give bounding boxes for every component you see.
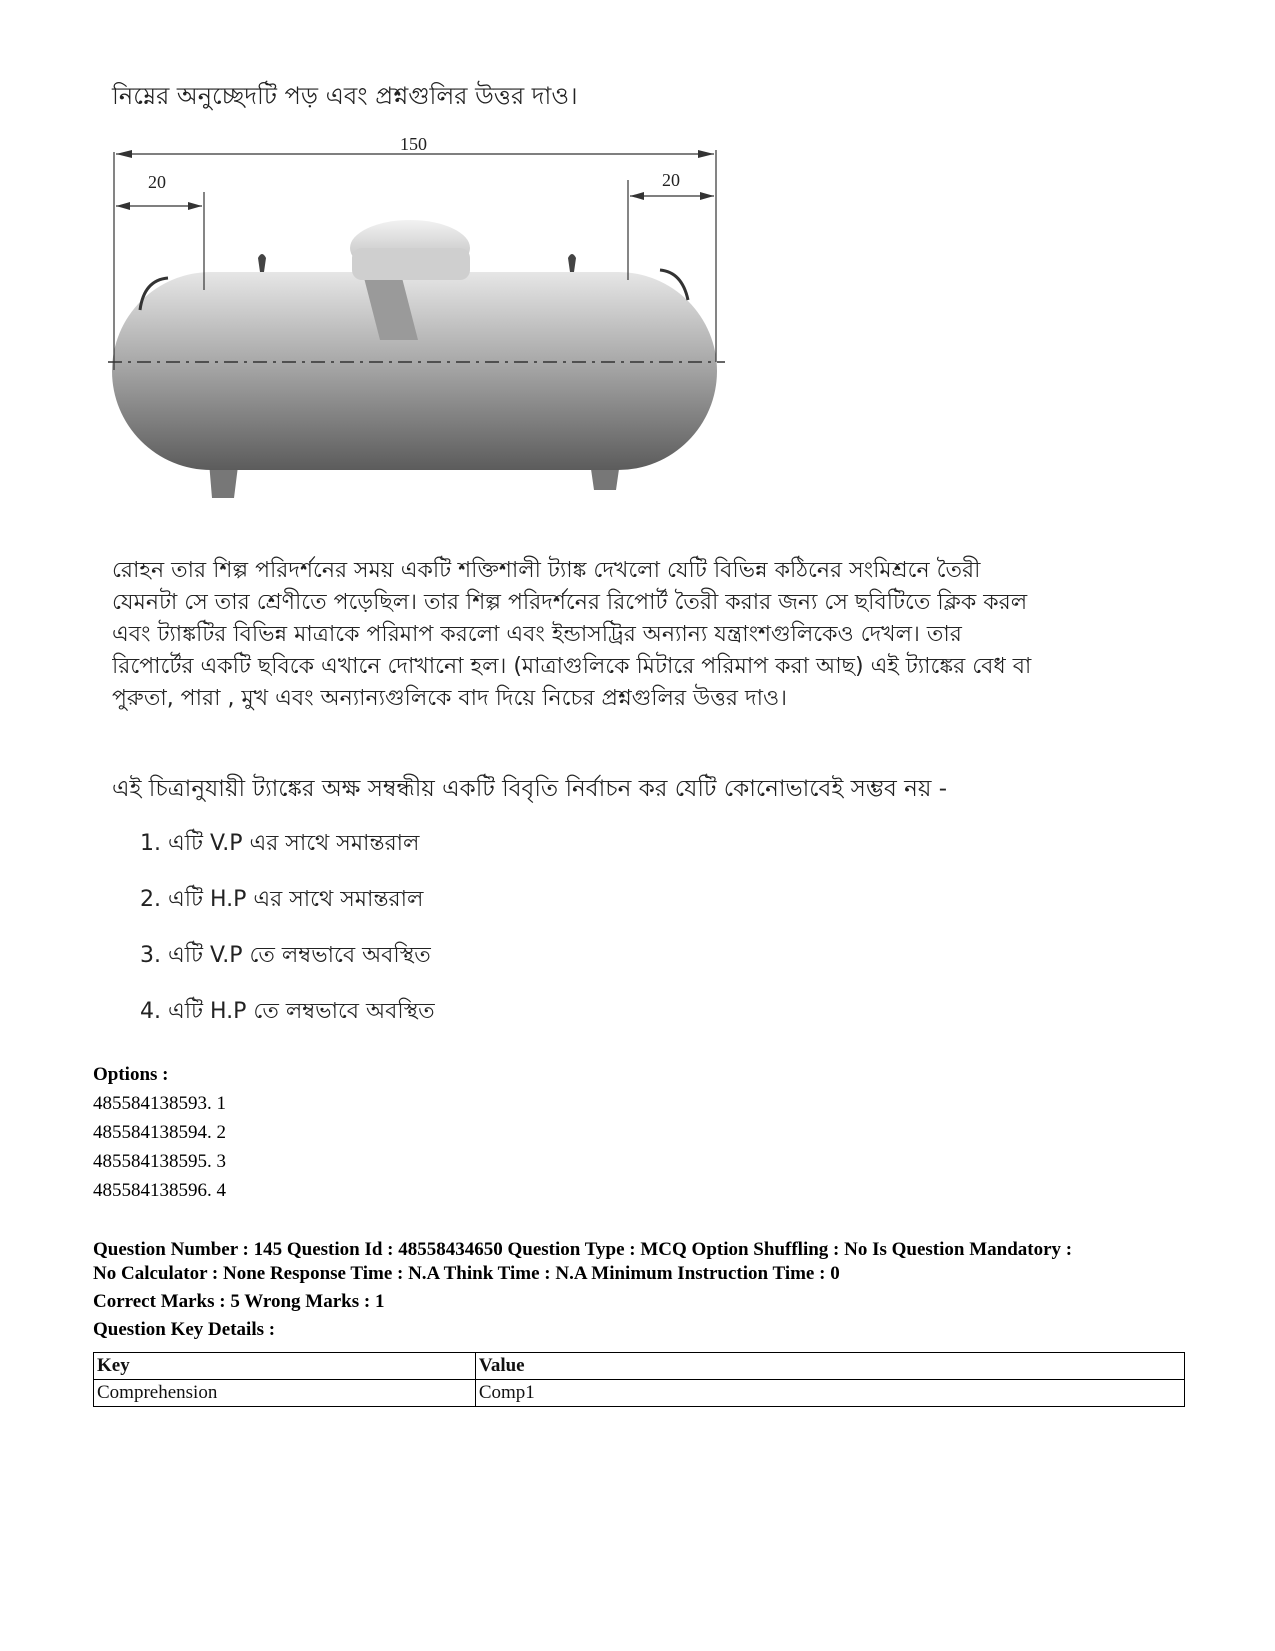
table-row [94, 1380, 1185, 1407]
arrow-overall-left [116, 150, 132, 158]
passage-line: যেমনটা সে তার শ্রেণীতে পড়েছিল। তার শিল্প পরিদর্শনের রিপোর্ট তৈরী করার জন্য সে ছবিটিতে ক্লিক করল [112, 590, 1028, 615]
arrow-overall-right [698, 150, 714, 158]
column-header-key: Key [94, 1353, 476, 1380]
options-header: Options : [93, 1064, 169, 1085]
instruction-text: নিম্নের অনুচ্ছেদটি পড় এবং প্রশ্নগুলির উত্তর দাও। [112, 82, 578, 110]
choice-2: 2. এটি H.P এর সাথে সমান্তরাল [140, 887, 424, 912]
passage [112, 555, 1172, 715]
choice-1: 1. এটি V.P এর সাথে সমান্তরাল [140, 831, 420, 856]
passage-line: রোহন তার শিল্প পরিদর্শনের সময় একটি শক্তিশালী ট্যাঙ্ক দেখলো যেটি বিভিন্ন কঠিনের সংমিশ্রনে তৈরী [112, 558, 981, 583]
key-details-table [93, 1352, 1185, 1407]
passage-line: এবং ট্যাঙ্কটির বিভিন্ন মাত্রাকে পরিমাপ করলো এবং ইন্ডাসট্রির অন্যান্য যন্ত্রাংশগুলিকেও দেখল। তার [112, 622, 962, 647]
meta-line-2: No Calculator : None Response Time : N.A Think Time : N.A Minimum Instruction Time : 0 [93, 1263, 840, 1284]
dimension-label-left: 20 [148, 172, 166, 192]
arrow-left-b [188, 202, 202, 210]
question-text: এই চিত্রানুযায়ী ট্যাঙ্কের অক্ষ সম্বন্ধীয় একটি বিবৃতি নির্বাচন কর যেটি কোনোভাবেই সম্ভব নয় - [112, 776, 948, 802]
lug-left [258, 254, 266, 272]
tank-dome-rim [352, 248, 470, 280]
cell-key: Comprehension [94, 1380, 476, 1407]
tank-figure [100, 130, 760, 530]
option-item: 485584138595. 3 [93, 1151, 226, 1172]
cell-value: Comp1 [475, 1380, 1184, 1407]
dimension-label-overall: 150 [400, 134, 427, 154]
question-meta [93, 1238, 1193, 1342]
marks-line: Correct Marks : 5 Wrong Marks : 1 [93, 1291, 385, 1312]
option-item: 485584138594. 2 [93, 1122, 226, 1143]
choice-3: 3. এটি V.P তে লম্বভাবে অবস্থিত [140, 943, 431, 968]
passage-line: রিপোর্টের একটি ছবিকে এখানে দোখানো হল। (মাত্রাগুলিকে মিটারে পরিমাপ করা আছ) এই ট্যাঙ্কের বেধ বা [112, 654, 1032, 679]
lug-right [568, 254, 576, 272]
option-item: 485584138593. 1 [93, 1093, 226, 1114]
option-item: 485584138596. 4 [93, 1180, 226, 1201]
tank-body [112, 272, 717, 470]
column-header-value: Value [475, 1353, 1184, 1380]
key-details-heading: Question Key Details : [93, 1319, 276, 1340]
dimension-label-right: 20 [662, 170, 680, 190]
arrow-right-a [630, 192, 644, 200]
table-header-row [94, 1353, 1185, 1380]
arrow-right-b [700, 192, 714, 200]
choice-4: 4. এটি H.P তে লম্বভাবে অবস্থিত [140, 999, 435, 1024]
options-list [93, 1060, 226, 1205]
meta-line-1: Question Number : 145 Question Id : 48558434650 Question Type : MCQ Option Shuffling : No Is Question Mandatory : [93, 1239, 1073, 1260]
arrow-left-a [116, 202, 130, 210]
passage-line: পুরুতা, পারা , মুখ এবং অন্যান্যগুলিকে বাদ দিয়ে নিচের প্রশ্নগুলির উত্তর দাও। [112, 686, 788, 711]
